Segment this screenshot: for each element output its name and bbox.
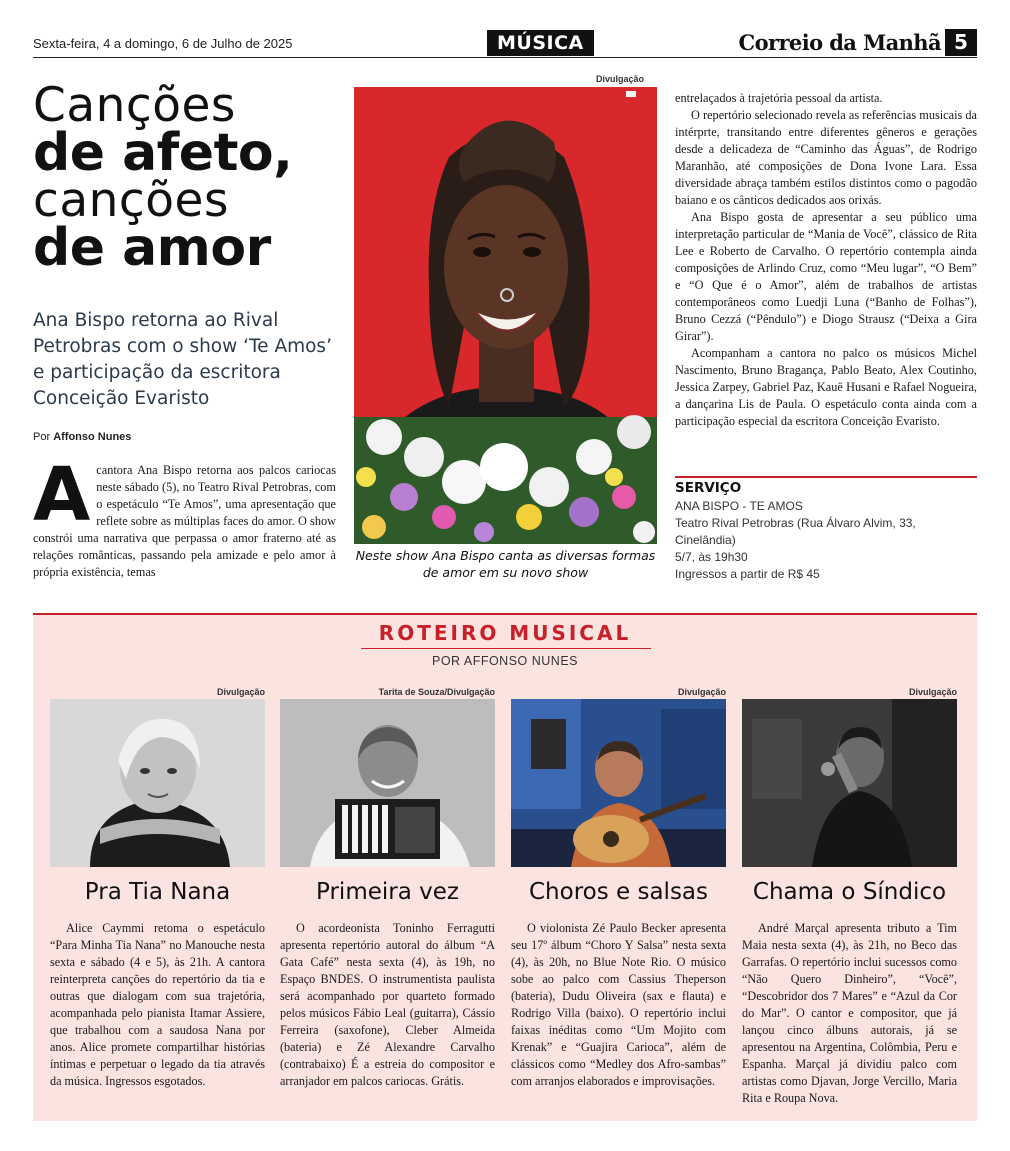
main-photo-caption: Neste show Ana Bispo canta as diversas formas de amor em su novo show bbox=[355, 548, 656, 580]
roteiro-musical-box bbox=[33, 613, 977, 1121]
service-box bbox=[675, 480, 977, 583]
roteiro-byline: POR AFFONSO NUNES bbox=[431, 654, 579, 668]
card-photo-credit: Divulgação bbox=[216, 687, 265, 697]
headline-line-3: canções bbox=[33, 173, 229, 228]
service-date-time: 5/7, às 19h30 bbox=[675, 550, 748, 564]
card-text: Alice Caymmi retoma o espetáculo “Para Minha Tia Nana” no Manouche nesta sexta e sábado (4 e 5), às 21h. A cantora reinterpreta canções do repertório da tia e outras que dialogam com sua trajetória, acompanhada pelo pianista Itamar Assiere, que trabalhou com a saudosa Nana por anos. Alice promete compartilhar histórias íntimas e perpetuar o legado da tia através da música. Ingressos esgotados. bbox=[50, 921, 265, 1088]
card-title: Choros e salsas bbox=[528, 879, 708, 905]
article-paragraph-4: Acompanham a cantora no palco os músicos Michel Nascimento, Bruno Bragança, Pablo Beato, Alex Coutinho, Jessica Zarpey, Gabriel Paz, Kauê Husani e Rafael Nogueira, a dançarina Lis de Paula. O espetáculo conta ainda com a participação especial da escritora Conceição Evaristo. bbox=[675, 346, 977, 428]
service-tickets: Ingressos a partir de R$ 45 bbox=[675, 567, 820, 581]
main-photo-credit: Divulgação bbox=[596, 74, 645, 84]
card-title: Pra Tia Nana bbox=[84, 879, 231, 905]
edition-date: Sexta-feira, 4 a domingo, 6 de Julho de 2025 bbox=[33, 36, 293, 51]
headline-line-4: de amor bbox=[33, 218, 271, 278]
card-photo-credit: Divulgação bbox=[677, 687, 726, 697]
article-column-3 bbox=[675, 90, 977, 430]
article-byline bbox=[33, 431, 131, 443]
article-paragraph-2: O repertório selecionado revela as referências musicais da intérprte, transitando entre diferentes gêneros e gerações desde a delicadeza de “Caminho das Águas”, de Rodrigo Maranhão, até composições de Dona Ivone Lara. Essa diversidade abraça também estilos distintos como o pagodão baiano e os cânticos dedicados aos orixás. bbox=[675, 108, 977, 207]
newspaper-logo: Correio da Manhã bbox=[738, 30, 941, 55]
roteiro-card-choros-e-salsas bbox=[511, 687, 726, 1090]
section-label: MÚSICA bbox=[487, 30, 594, 56]
service-show-name: ANA BISPO - TE AMOS bbox=[675, 499, 803, 513]
portrait-illustration bbox=[354, 87, 657, 544]
roteiro-card-pra-tia-nana bbox=[50, 687, 265, 1090]
roteiro-card-chama-o-sindico bbox=[742, 687, 957, 1107]
roteiro-title: ROTEIRO MUSICAL bbox=[378, 621, 632, 645]
main-photo-ana-bispo bbox=[354, 87, 657, 544]
card-photo-credit: Divulgação bbox=[908, 687, 957, 697]
card-photo-toninho-ferragutti bbox=[280, 699, 495, 867]
service-title: SERVIÇO bbox=[675, 480, 742, 496]
service-divider bbox=[675, 476, 977, 478]
roteiro-card-primeira-vez bbox=[280, 687, 495, 1090]
card-title: Chama o Síndico bbox=[752, 879, 947, 905]
page-number: 5 bbox=[945, 29, 977, 56]
byline-author: Affonso Nunes bbox=[53, 431, 132, 443]
card-text: O violonista Zé Paulo Becker apresenta seu 17º álbum “Choro Y Salsa” nesta sexta (4), às 20h, no Blue Note Rio. O músico sobe ao palco com Cassius Theperson (bateria), Dudu Oliveira (sax e flauta) e Rodrigo Villa (baixo). O repertório inclui faixas inéditas como “Um Mojito com Krenak” e “Guajira Carioca”, além de clássicos como “Medley dos Afro-sambas” com arranjos elaborados e improvisações. bbox=[511, 921, 726, 1088]
article-paragraph-1-continued: entrelaçados à trajetória pessoal da artista. bbox=[675, 91, 883, 105]
card-text: André Marçal apresenta tributo a Tim Maia nesta sexta (4), às 21h, no Beco das Garrafas. O repertório inclui sucessos como “Não Quero Dinheiro”, “Você”, “Descobridor dos 7 Mares” e “Azul da Cor do Mar”. O cantor e compositor, que já lançou cinco álbuns autorais, já se apresentou na Argentina, Colômbia, Peru e Espanha. Marçal já dividiu palco com artistas como Djavan, Jorge Vercillo, Maria Rita e Roupa Nova. bbox=[742, 921, 957, 1105]
card-text: O acordeonista Toninho Ferragutti apresenta repertório autoral do álbum “A Gata Café” nesta sexta (4), às 19h, no Espaço BNDES. O instrumentista paulista será acompanhado por quarteto formado pelos músicos Fábio Leal (guitarra), Cássio Ferreira (saxofone), Cleber Almeida (bateria) e Zé Alexandre Carvalho (contrabaixo) É a estreia do compositor e arranjador em palcos cariocas. Grátis. bbox=[280, 921, 495, 1088]
roteiro-title-underline bbox=[361, 648, 651, 649]
service-venue: Teatro Rival Petrobras (Rua Álvaro Alvim, 33, Cinelândia) bbox=[675, 516, 916, 547]
flower-bouquet bbox=[354, 415, 657, 544]
article-subtitle: Ana Bispo retorna ao Rival Petrobras com o show ‘Te Amos’ e participação da escritora Conceição Evaristo bbox=[33, 310, 332, 409]
byline-prefix: Por bbox=[33, 431, 51, 443]
drop-cap: A bbox=[33, 452, 91, 538]
article-paragraph-3: Ana Bispo gosta de apresentar a seu público uma interpretação particular de “Mania de Você”, clássico de Rita Lee e Roberto de Carvalho. O repertório contempla ainda composições de Arlindo Cruz, como “Meu lugar”, “O Bem” e “O Que é o Amor”, além de trabalhos de artistas contemporâneos como Luedji Luna (“Banho de Folhas”), Bruno Cezzá (“Pêndulo”) e Diogo Strausz (“Deixa a Gira Girar”). bbox=[675, 210, 977, 343]
headline-line-2: de afeto, bbox=[33, 123, 293, 183]
card-photo-credit: Tarita de Souza/Divulgação bbox=[378, 687, 495, 697]
page-header bbox=[33, 28, 977, 58]
card-photo-ze-paulo-becker bbox=[511, 699, 726, 867]
article-paragraph-1: cantora Ana Bispo retorna aos palcos cariocas neste sábado (5), no Teatro Rival Petrobras, com o espetáculo “Te Amos”, uma apresentação que reflete sobre as múltiplas faces do amor. O show constrói uma narrativa que perpassa o amor fraterno até as relações românticas, passando pela amizade e pelo amor à própria existência, temas bbox=[33, 463, 336, 579]
article-column-1 bbox=[33, 452, 336, 581]
card-photo-alice-caymmi bbox=[50, 699, 265, 867]
article-headline bbox=[33, 78, 353, 278]
card-photo-andre-marcal bbox=[742, 699, 957, 867]
card-title: Primeira vez bbox=[316, 879, 459, 905]
headline-line-1: Canções bbox=[33, 78, 236, 133]
